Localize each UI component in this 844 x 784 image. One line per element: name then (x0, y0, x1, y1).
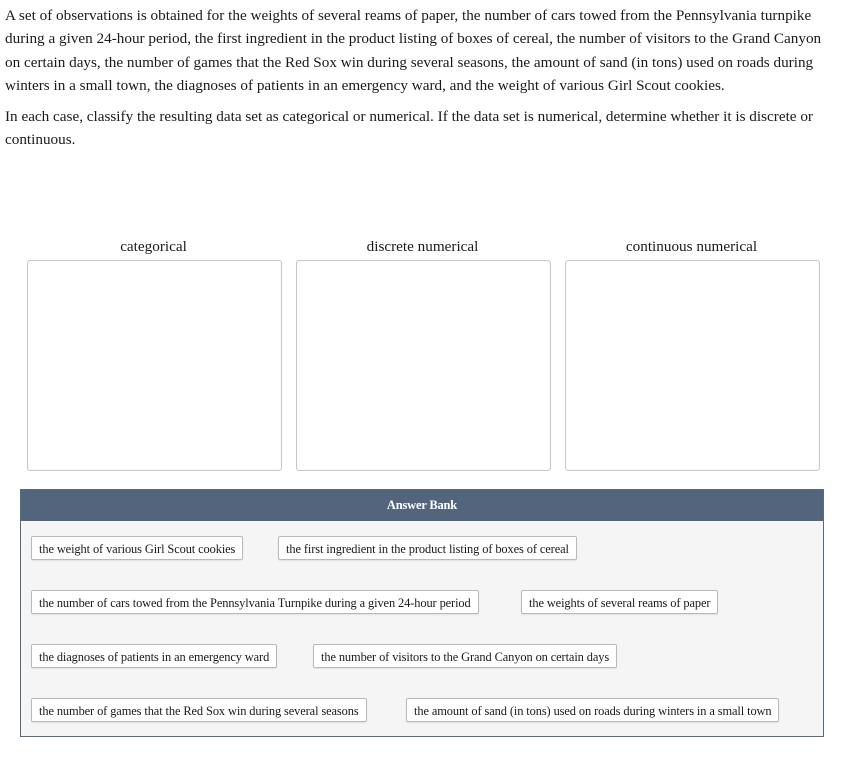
bin-label-discrete-numerical: discrete numerical (366, 238, 479, 255)
drop-zone-continuous-numerical[interactable] (565, 260, 820, 471)
answer-chip-grand-canyon-visitors[interactable]: the number of visitors to the Grand Canyon on certain days (313, 644, 617, 668)
answer-bank (20, 489, 824, 737)
bin-label-continuous-numerical: continuous numerical (625, 238, 758, 255)
answer-chip-cars-towed[interactable]: the number of cars towed from the Pennsylvania Turnpike during a given 24-hour period (31, 590, 479, 614)
drop-zone-discrete-numerical[interactable] (296, 260, 551, 471)
answer-chip-cereal-ingredient[interactable]: the first ingredient in the product listing of boxes of cereal (278, 536, 577, 560)
answer-bank-title: Answer Bank (21, 490, 823, 521)
bin-label-categorical: categorical (120, 238, 187, 255)
answer-chip-red-sox-wins[interactable]: the number of games that the Red Sox win during several seasons (31, 698, 367, 722)
answer-chip-diagnoses[interactable]: the diagnoses of patients in an emergency ward (31, 644, 277, 668)
answer-chip-reams-of-paper[interactable]: the weights of several reams of paper (521, 590, 718, 614)
drop-zone-categorical[interactable] (27, 260, 282, 471)
question-paragraph-1: A set of observations is obtained for the weights of several reams of paper, the number of cars towed from the Pennsylvania turnpike during a given 24-hour period, the first ingredient in the product listing of boxes of cereal, the number of visitors to the Grand Canyon on certain days, the number of games that the Red Sox win during several seasons, the amount of sand (in tons) used on roads during winters in a small town, the diagnoses of patients in an emergency ward, and the weight of various Girl Scout cookies. (5, 7, 822, 94)
answer-chip-sand-tons[interactable]: the amount of sand (in tons) used on roads during winters in a small town (406, 698, 779, 722)
question-text (5, 4, 840, 152)
answer-chip-girl-scout-cookies[interactable]: the weight of various Girl Scout cookies (31, 536, 243, 560)
question-paragraph-2: In each case, classify the resulting data set as categorical or numerical. If the data set is numerical, determine whether it is discrete or continuous. (5, 108, 813, 149)
